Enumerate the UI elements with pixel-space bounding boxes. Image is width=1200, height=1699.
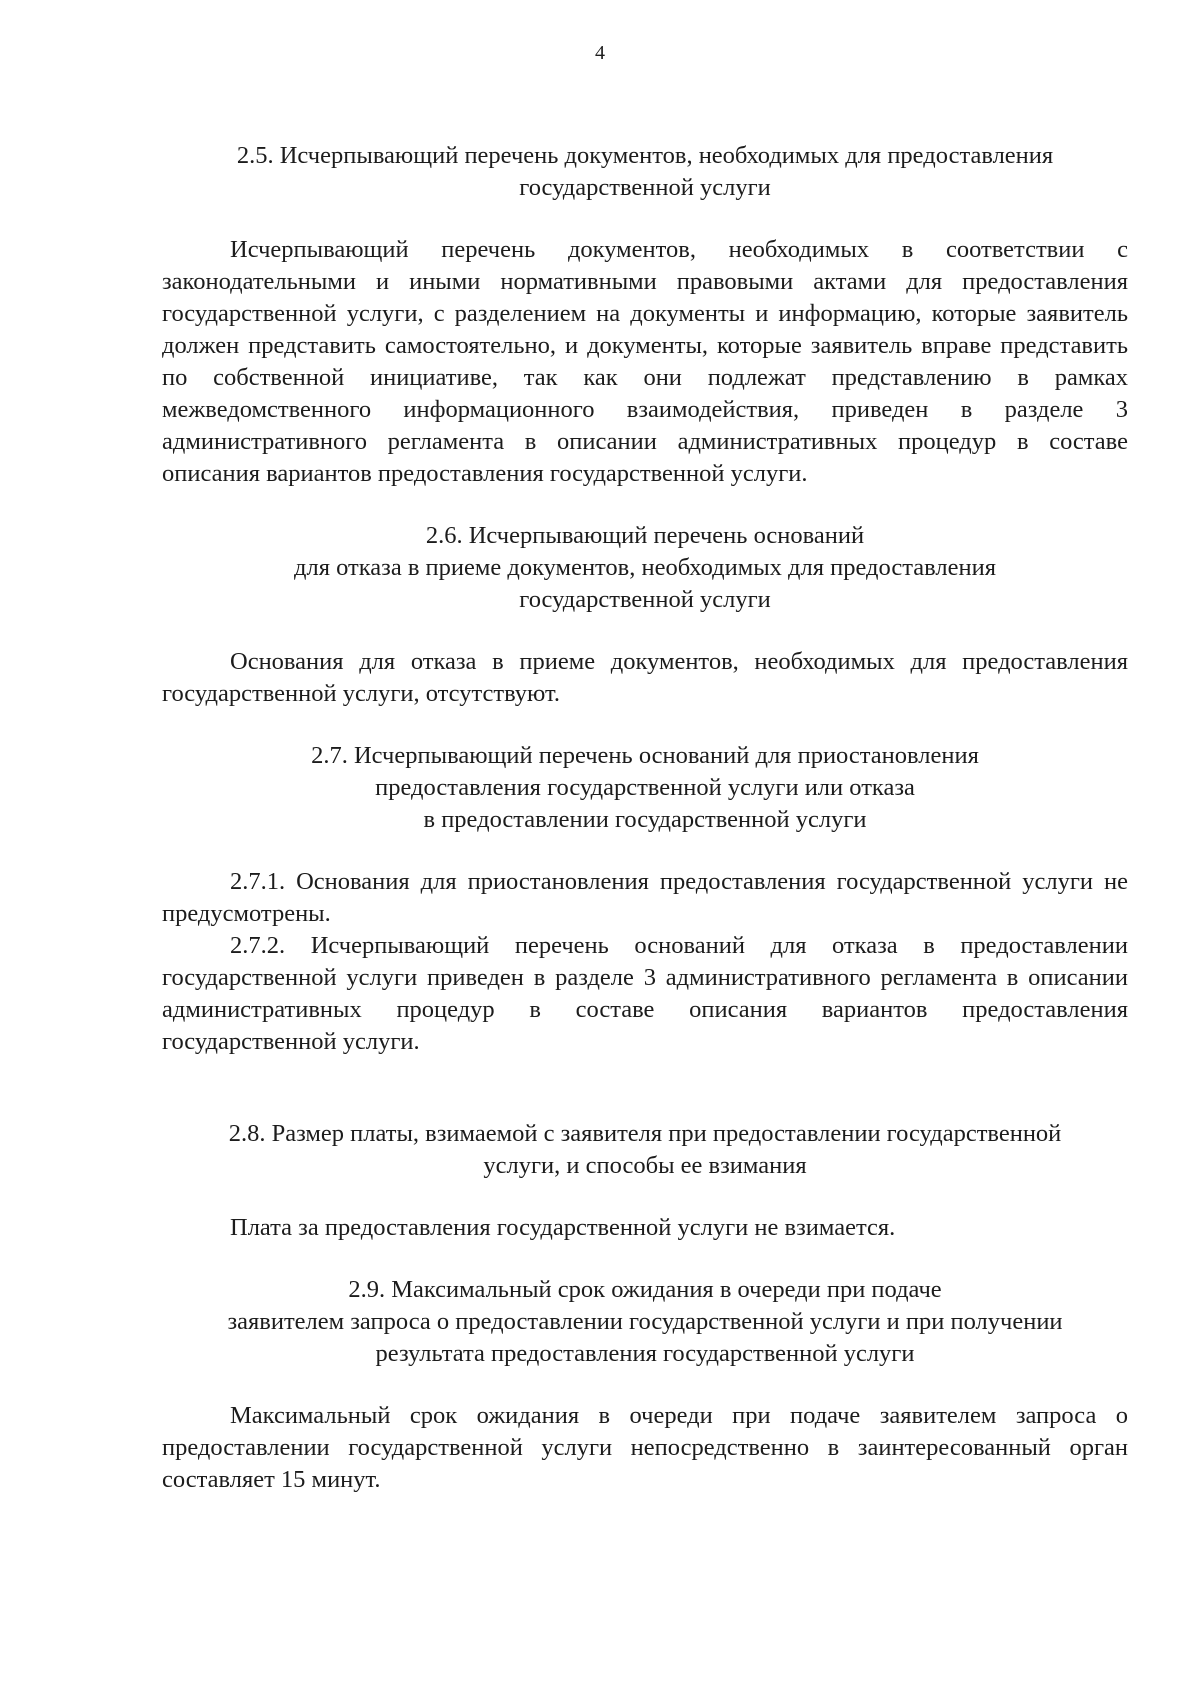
heading-line: 2.5. Исчерпывающий перечень документов, необходимых для предоставления [236, 142, 1054, 169]
section-2-6-paragraph: Основания для отказа в приеме документов, необходимых для предоставления государственной услуги, отсутствуют. [162, 648, 1128, 707]
document-body [162, 140, 1128, 1496]
page-number: 4 [595, 42, 605, 64]
section-2-5-heading [162, 140, 1128, 204]
heading-line: услуги, и способы ее взимания [483, 1152, 807, 1179]
heading-line: в предоставлении государственной услуги [423, 806, 867, 833]
heading-line: результата предоставления государственной услуги [375, 1340, 915, 1367]
section-2-8-paragraph: Плата за предоставления государственной услуги не взимается. [230, 1214, 896, 1241]
section-2-7-heading [162, 740, 1128, 836]
heading-line: государственной услуги [519, 174, 771, 201]
section-2-9-paragraph: Максимальный срок ожидания в очереди при подаче заявителем запроса о предоставлении государственной услуги непосредственно в заинтересованный орган составляет 15 минут. [162, 1402, 1128, 1493]
heading-line: государственной услуги [519, 586, 771, 613]
section-2-7-1-paragraph: 2.7.1. Основания для приостановления предоставления государственной услуги не предусмотрены. [162, 868, 1128, 927]
section-2-9-heading [162, 1274, 1128, 1370]
heading-line: заявителем запроса о предоставлении государственной услуги и при получении [227, 1308, 1063, 1335]
heading-line: 2.8. Размер платы, взимаемой с заявителя при предоставлении государственной [228, 1120, 1062, 1147]
section-2-8-heading [162, 1118, 1128, 1182]
heading-line: для отказа в приеме документов, необходимых для предоставления [294, 554, 996, 581]
heading-line: 2.9. Максимальный срок ожидания в очереди при подаче [348, 1276, 942, 1303]
section-2-5-paragraph: Исчерпывающий перечень документов, необходимых в соответствии с законодательными и иными нормативными правовыми актами для предоставления государственной услуги, с разделением на документы и информацию, которые заявитель должен представить самостоятельно, и документы, которые заявитель вправе представить по собственной инициативе, так как они подлежат представлению в рамках межведомственного информационного взаимодействия, приведен в разделе 3 административного регламента в описании административных процедур в составе описания вариантов предоставления государственной услуги. [162, 236, 1128, 487]
heading-line: предоставления государственной услуги или отказа [375, 774, 915, 801]
heading-line: 2.7. Исчерпывающий перечень оснований для приостановления [311, 742, 979, 769]
section-2-6-heading [162, 520, 1128, 616]
section-2-7-2-paragraph: 2.7.2. Исчерпывающий перечень оснований для отказа в предоставлении государственной услуги приведен в разделе 3 административного регламента в описании административных процедур в составе описания вариантов предоставления государственной услуги. [162, 932, 1128, 1055]
heading-line: 2.6. Исчерпывающий перечень оснований [425, 522, 865, 549]
